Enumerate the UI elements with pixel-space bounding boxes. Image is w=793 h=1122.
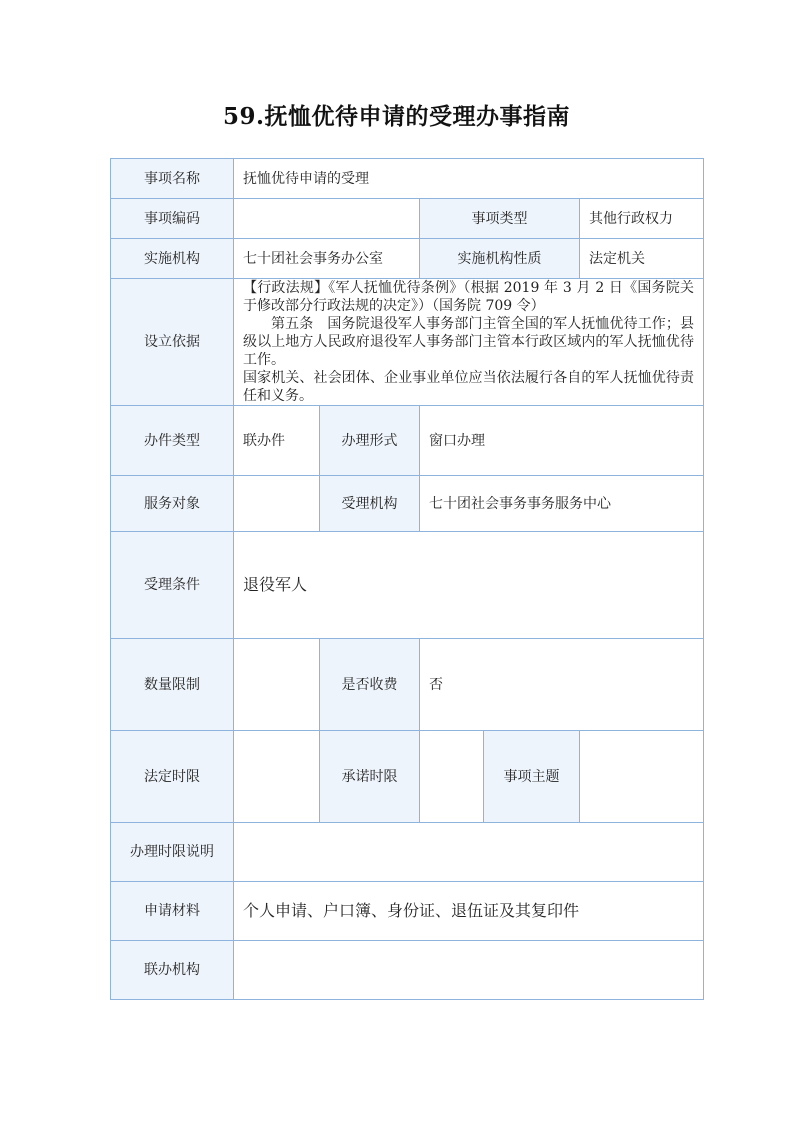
service-object-label: 服务对象 — [111, 476, 234, 532]
row-agency — [111, 239, 704, 279]
row-basis — [111, 279, 704, 406]
time-note-value — [234, 823, 704, 882]
quantity-limit-label: 数量限制 — [111, 639, 234, 731]
row-service-object — [111, 476, 704, 532]
item-name-value: 抚恤优待申请的受理 — [234, 159, 704, 199]
basis-text — [234, 279, 704, 406]
handling-type-value: 联办件 — [234, 406, 320, 476]
basis-line-duty: 国家机关、社会团体、企业事业单位应当依法履行各自的军人抚恤优待责任和义务。 — [243, 370, 694, 404]
agency-value: 七十团社会事务办公室 — [234, 239, 420, 279]
materials-value: 个人申请、户口簿、身份证、退伍证及其复印件 — [234, 882, 704, 941]
item-code-value — [234, 199, 420, 239]
row-handling — [111, 406, 704, 476]
row-quantity-fee — [111, 639, 704, 731]
time-note-label: 办理时限说明 — [111, 823, 234, 882]
legal-time-value — [234, 731, 320, 823]
conditions-label: 受理条件 — [111, 532, 234, 639]
quantity-limit-value — [234, 639, 320, 731]
row-time-limits — [111, 731, 704, 823]
row-joint-agency — [111, 941, 704, 1000]
fee-value: 否 — [420, 639, 704, 731]
agency-label: 实施机构 — [111, 239, 234, 279]
service-object-value — [234, 476, 320, 532]
row-item-code — [111, 199, 704, 239]
joint-agency-value — [234, 941, 704, 1000]
handling-form-value: 窗口办理 — [420, 406, 704, 476]
materials-label: 申请材料 — [111, 882, 234, 941]
accepting-agency-value: 七十团社会事务事务服务中心 — [420, 476, 704, 532]
promised-time-value — [420, 731, 484, 823]
service-guide-table — [110, 158, 704, 1000]
theme-label: 事项主题 — [484, 731, 580, 823]
item-type-value: 其他行政权力 — [580, 199, 704, 239]
item-code-label: 事项编码 — [111, 199, 234, 239]
legal-time-label: 法定时限 — [111, 731, 234, 823]
promised-time-label: 承诺时限 — [320, 731, 420, 823]
row-conditions — [111, 532, 704, 639]
agency-nature-label: 实施机构性质 — [420, 239, 580, 279]
item-type-label: 事项类型 — [420, 199, 580, 239]
basis-label: 设立依据 — [111, 279, 234, 406]
row-item-name — [111, 159, 704, 199]
basis-line-regulation: 【行政法规】《军人抚恤优待条例》（根据 2019 年 3 月 2 日《国务院关于修改部分行政法规的决定》）（国务院 709 令） — [243, 280, 694, 314]
row-time-note — [111, 823, 704, 882]
fee-label: 是否收费 — [320, 639, 420, 731]
item-name-label: 事项名称 — [111, 159, 234, 199]
handling-type-label: 办件类型 — [111, 406, 234, 476]
conditions-value: 退役军人 — [234, 532, 704, 639]
agency-nature-value: 法定机关 — [580, 239, 704, 279]
joint-agency-label: 联办机构 — [111, 941, 234, 1000]
basis-line-article: 第五条 国务院退役军人事务部门主管全国的军人抚恤优待工作；县级以上地方人民政府退役军人事务部门主管本行政区域内的军人抚恤优待工作。 — [243, 316, 694, 368]
theme-value — [580, 731, 704, 823]
page-title: 59.抚恤优待申请的受理办事指南 — [222, 103, 570, 130]
handling-form-label: 办理形式 — [320, 406, 420, 476]
row-materials — [111, 882, 704, 941]
accepting-agency-label: 受理机构 — [320, 476, 420, 532]
